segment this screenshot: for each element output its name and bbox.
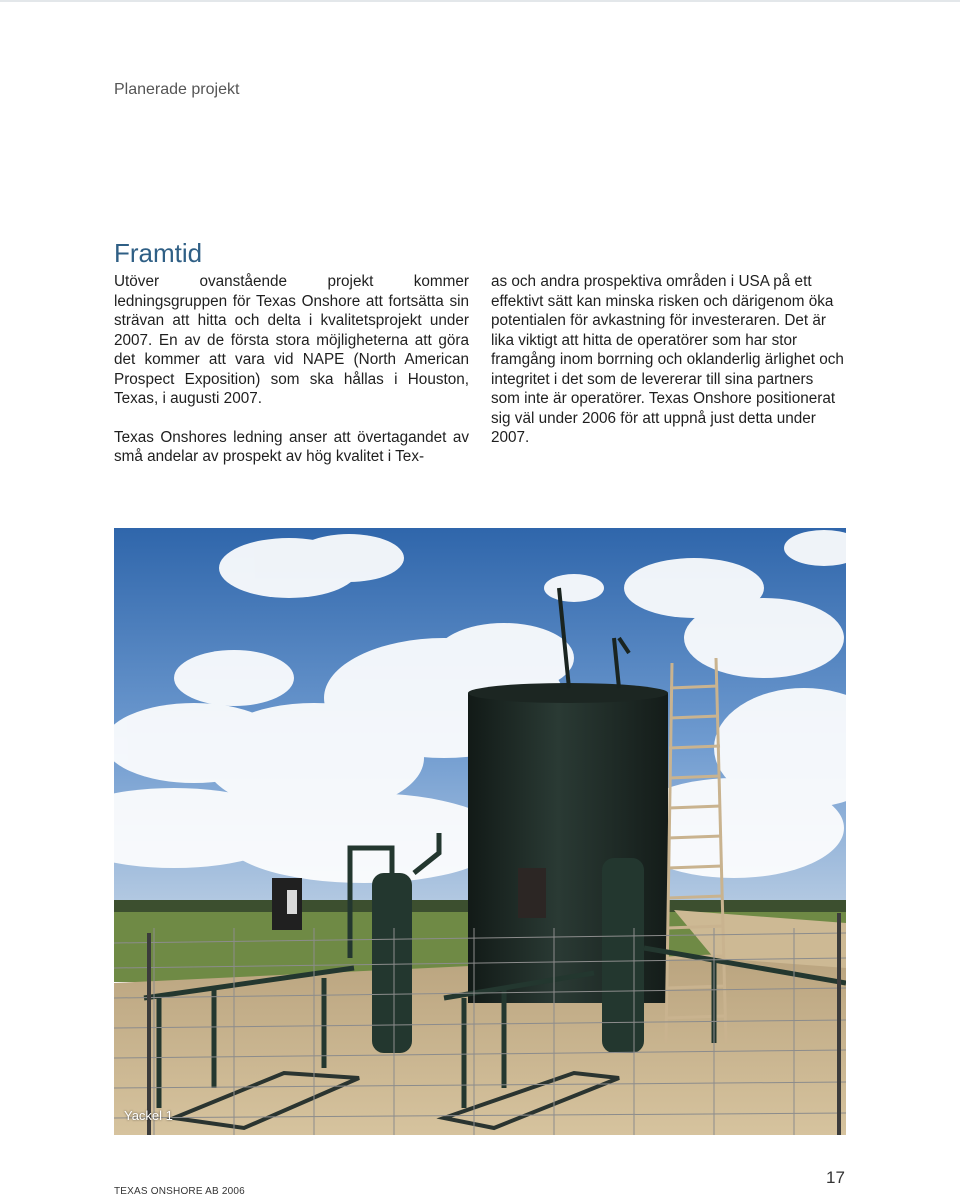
footer-company: TEXAS ONSHORE AB 2006 [114, 1186, 245, 1197]
paragraph: Utöver ovanstående projekt kommer ledningsgruppen för Texas Onshore att fortsätta sin strävan att hitta och delta i kvalitetsprojekt under 2007. En av de första stora möjligheterna att göra det kommer att vara vid NAPE (North American Prospect Exposition) som ska hållas i Houston, Texas, i augusti 2007. [114, 273, 469, 407]
paragraph: as och andra prospektiva områden i USA på ett effektivt sätt kan minska risken och därigenom öka potentialen för avkastning för investeraren. Det är lika viktigt att hitta de operatörer som har stor framgång inom borrning och oklanderlig ärlighet och integritet i det som de levererar till sina partners som inte är operatörer. Texas Onshore positionerat sig väl under 2006 för att uppnå just detta under 2007. [491, 273, 844, 446]
oil-well-photo [114, 528, 846, 1135]
right-column [491, 272, 846, 467]
top-rule [0, 0, 960, 2]
left-column [114, 272, 469, 486]
oil-well-illustration [114, 528, 846, 1135]
paragraph: Texas Onshores ledning anser att övertagandet av små andelar av prospekt av hög kvalitet i Tex- [114, 428, 469, 465]
section-title: Framtid [114, 238, 203, 268]
photo-caption: Yackel 1 [124, 1108, 173, 1123]
running-head: Planerade projekt [114, 81, 240, 98]
page-number: 17 [826, 1168, 845, 1187]
